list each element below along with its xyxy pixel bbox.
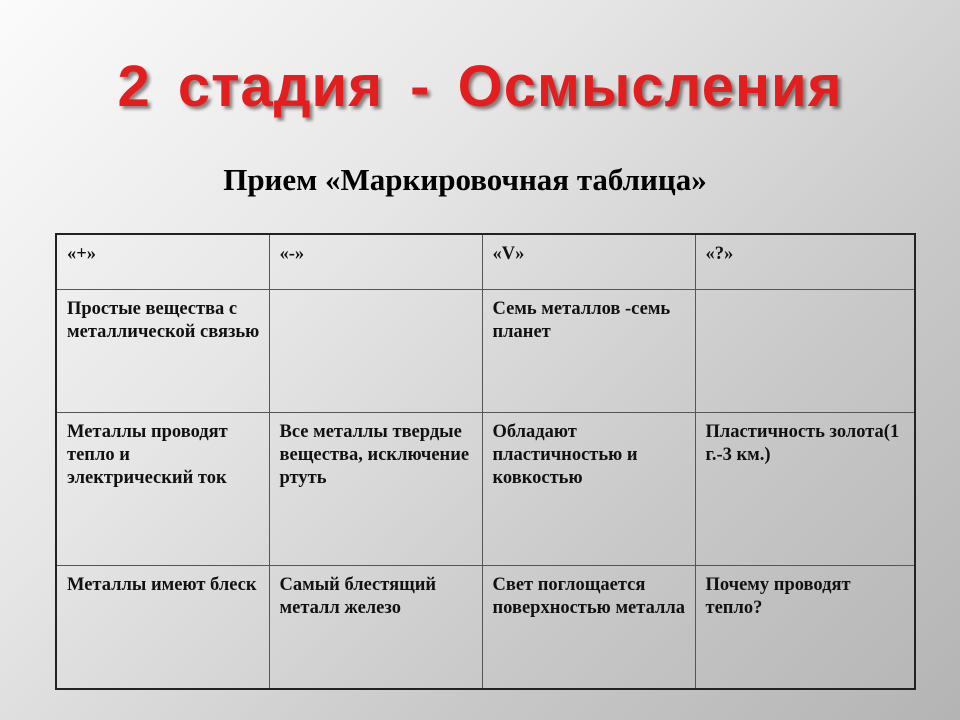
table-cell: Обладают пластичностью и ковкостью <box>482 413 695 566</box>
table-cell: Почему проводят тепло? <box>695 566 915 690</box>
table-row <box>56 566 915 690</box>
table-row <box>56 290 915 413</box>
table-cell <box>269 290 482 413</box>
table-cell: Металлы проводят тепло и электрический ток <box>56 413 269 566</box>
table-cell: Простые вещества с металлической связью <box>56 290 269 413</box>
table-cell: Все металлы твердые вещества, исключение ртуть <box>269 413 482 566</box>
table-header-row <box>56 234 915 290</box>
marking-table <box>55 233 916 690</box>
header-plus: «+» <box>56 234 269 290</box>
table-cell: Семь металлов -семь планет <box>482 290 695 413</box>
table-cell <box>695 290 915 413</box>
table-cell: Пластичность золота(1 г.-3 км.) <box>695 413 915 566</box>
header-minus: «-» <box>269 234 482 290</box>
table-cell: Свет поглощается поверхностью металла <box>482 566 695 690</box>
header-question: «?» <box>695 234 915 290</box>
table-row <box>56 413 915 566</box>
table-cell: Самый блестящий металл железо <box>269 566 482 690</box>
header-check: «V» <box>482 234 695 290</box>
slide-title: 2 стадия - Осмысления <box>117 54 843 119</box>
slide-subtitle: Прием «Маркировочная таблица» <box>223 162 707 197</box>
table-cell: Металлы имеют блеск <box>56 566 269 690</box>
